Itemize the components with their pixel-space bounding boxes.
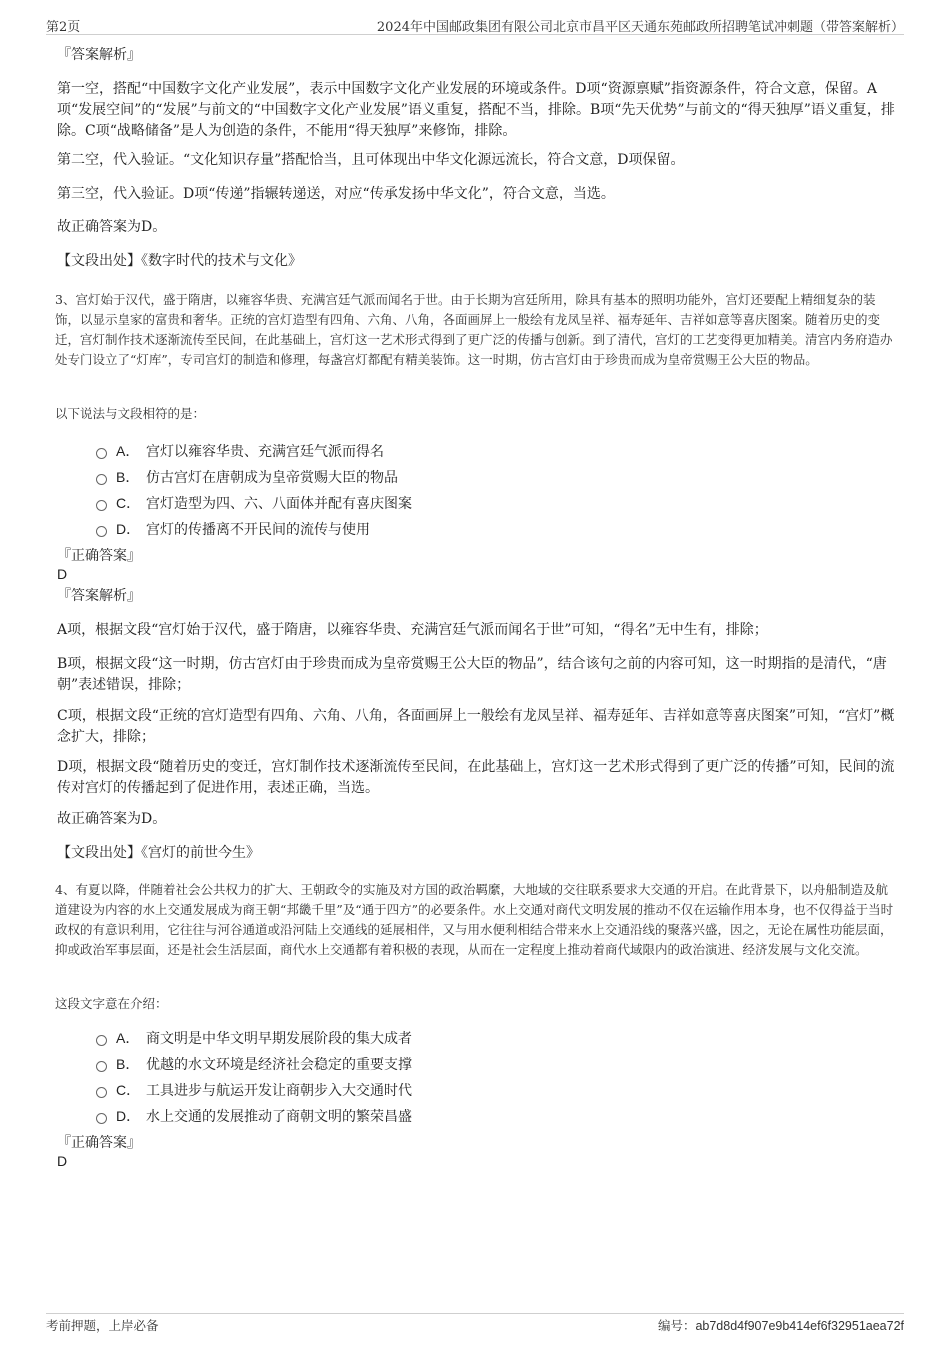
analysis-option-c: C项，根据文段“正统的宫灯造型有四角、六角、八角，各面画屏上一般绘有龙凤呈祥、福寿延年、吉祥如意等喜庆图案”可知，“宫灯”概念扩大，排除；	[57, 708, 895, 745]
question-3-prompt: 以下说法与文段相符的是：	[55, 406, 206, 421]
option-d[interactable]: D． 水上交通的发展推动了商朝文明的繁荣昌盛	[96, 1103, 796, 1129]
radio-icon[interactable]	[96, 448, 107, 459]
source: 【文段出处】《宫灯的前世今生》	[57, 845, 260, 861]
option-b[interactable]: B． 仿古宫灯在唐朝成为皇帝赏赐大臣的物品	[96, 464, 796, 490]
conclusion: 故正确答案为D。	[57, 811, 167, 827]
analysis-paragraph-3: 第三空，代入验证。D项“传递”指辗转递送，对应“传承发扬中华文化”，符合文意，当选。	[57, 186, 615, 202]
option-b[interactable]: B． 优越的水文环境是经济社会稳定的重要支撑	[96, 1051, 796, 1077]
document-title: 2024年中国邮政集团有限公司北京市昌平区天通东苑邮政所招聘笔试冲刺题（带答案解析）	[376, 20, 904, 35]
option-a[interactable]: A． 宫灯以雍容华贵、充满宫廷气派而得名	[96, 438, 796, 464]
analysis-label: 『答案解析』	[57, 588, 141, 604]
radio-icon[interactable]	[96, 1035, 107, 1046]
page-footer	[46, 1313, 904, 1333]
analysis-option-a: A项，根据文段“宫灯始于汉代，盛于隋唐，以雍容华贵、充满宫廷气派而闻名于世”可知，“得名”无中生有，排除；	[57, 622, 768, 638]
page-header	[46, 16, 904, 35]
correct-answer: D	[57, 1153, 68, 1169]
radio-icon[interactable]	[96, 474, 107, 485]
analysis-option-b: B项，根据文段“这一时期，仿古宫灯由于珍贵而成为皇帝赏赐王公大臣的物品”，结合该句之前的内容可知，这一时期指的是清代，“唐朝”表述错误，排除；	[57, 656, 887, 693]
analysis-paragraph-2: 第二空，代入验证。“文化知识存量”搭配恰当，且可体现出中华文化源远流长，符合文意，D项保留。	[57, 152, 685, 168]
option-d[interactable]: D． 宫灯的传播离不开民间的流传与使用	[96, 516, 796, 542]
radio-icon[interactable]	[96, 1061, 107, 1072]
document-code: 编号：ab7d8d4f907e9b414ef6f32951aea72f	[657, 1318, 904, 1333]
radio-icon[interactable]	[96, 1087, 107, 1098]
analysis-label: 『答案解析』	[57, 47, 141, 63]
question-4-passage: 4、有夏以降，伴随着社会公共权力的扩大、王朝政令的实施及对方国的政治羁縻，大地域的交往联系要求大交通的开启。在此背景下，以舟船制造及航道建设为内容的水上交通发展成为商王朝“邦畿千里”及“通于四方”的必要条件。水上交通对商代文明发展的推动不仅在运输作用本身，也不仅得益于当时政权的有意识利用，它往往与河谷通道或沿河陆上交通线的延展相伴，又与用水便利相结合带来水上交通沿线的聚落兴盛，因之，无论在属性功能层面，抑或政治军事层面，还是社会生活层面，商代水上交通都有着积极的表现，从而在一定程度上推动着商代域限内的政治演进、经济发展与文化交流。	[55, 882, 894, 957]
question-4-prompt: 这段文字意在介绍：	[55, 996, 168, 1011]
radio-icon[interactable]	[96, 1113, 107, 1124]
option-a[interactable]: A． 商文明是中华文明早期发展阶段的集大成者	[96, 1025, 796, 1051]
question-3-passage: 3、宫灯始于汉代，盛于隋唐，以雍容华贵、充满宫廷气派而闻名于世。由于长期为宫廷所用，除具有基本的照明功能外，宫灯还要配上精细复杂的装饰，以显示皇家的富贵和奢华。正统的宫灯造型有四角、六角、八角，各面画屏上一般绘有龙凤呈祥、福寿延年、吉祥如意等喜庆图案。随着历史的变迁，宫灯制作技术逐渐流传至民间，在此基础上，宫灯这一艺术形式得到了更广泛的传播与创新。到了清代，宫灯的工艺变得更加精美。清宫内务府造办处专门设立了“灯库”，专司宫灯的制造和修理，每盏宫灯都配有精美装饰。这一时期，仿古宫灯由于珍贵而成为皇帝赏赐王公大臣的物品。	[55, 292, 893, 367]
radio-icon[interactable]	[96, 526, 107, 537]
question-3-options	[96, 438, 796, 542]
analysis-option-d: D项，根据文段“随着历史的变迁，宫灯制作技术逐渐流传至民间，在此基础上，宫灯这一艺术形式得到了更广泛的传播”可知，民间的流传对宫灯的传播起到了促进作用，表述正确，当选。	[57, 759, 895, 796]
correct-answer-label: 『正确答案』	[57, 548, 141, 564]
option-c[interactable]: C． 工具进步与航运开发让商朝步入大交通时代	[96, 1077, 796, 1103]
question-4-options	[96, 1025, 796, 1129]
option-c[interactable]: C． 宫灯造型为四、六、八面体并配有喜庆图案	[96, 490, 796, 516]
analysis-paragraph-1: 第一空，搭配“中国数字文化产业发展”，表示中国数字文化产业发展的环境或条件。D项“资源禀赋”指资源条件，符合文意，保留。A项“发展空间”的“发展”与前文的“中国数字文化产业发展”语义重复，搭配不当，排除。B项“先天优势”与前文的“得天独厚”语义重复，排除。C项“战略储备”是人为创造的条件，不能用“得天独厚”来修饰，排除。	[57, 81, 895, 139]
footer-slogan: 考前押题，上岸必备	[46, 1318, 159, 1333]
page-number: 第2页	[46, 20, 81, 35]
radio-icon[interactable]	[96, 500, 107, 511]
conclusion: 故正确答案为D。	[57, 219, 167, 235]
correct-answer: D	[57, 566, 68, 582]
correct-answer-label: 『正确答案』	[57, 1135, 141, 1151]
source: 【文段出处】《数字时代的技术与文化》	[57, 253, 302, 269]
